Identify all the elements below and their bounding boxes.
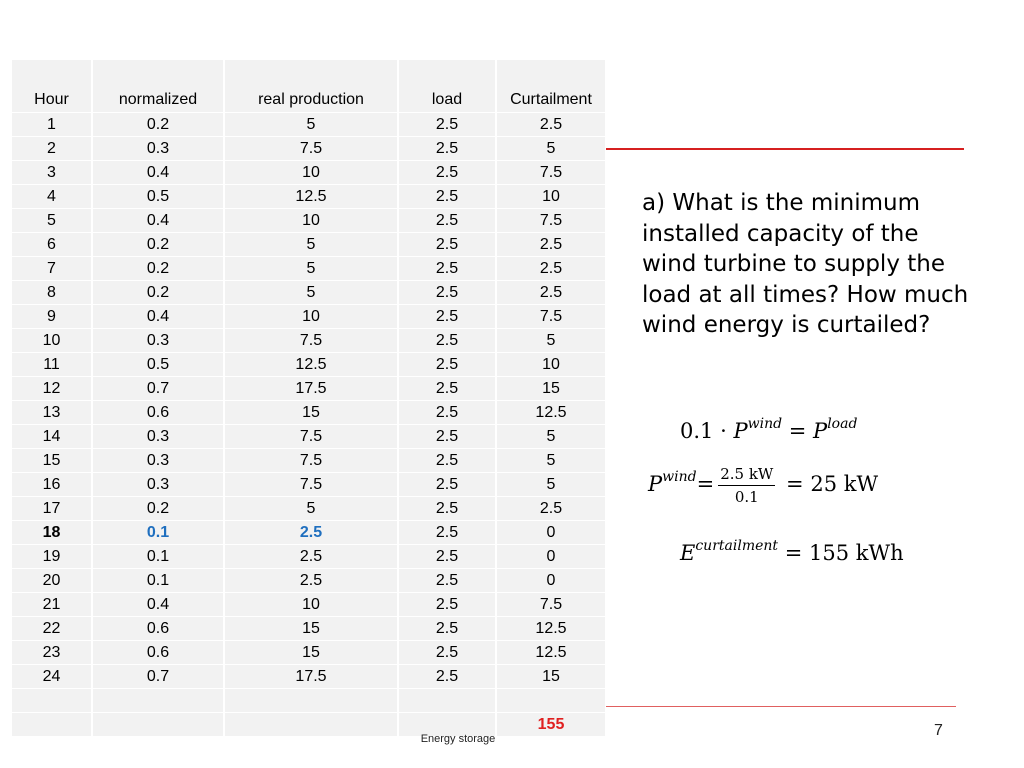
cell-normalized: 0.6	[92, 401, 224, 425]
cell-real-production: 5	[224, 233, 398, 257]
eq2-equals-2: =	[786, 472, 804, 496]
cell-real-production: 15	[224, 617, 398, 641]
cell-hour: 9	[12, 305, 92, 329]
question-text: a) What is the minimum installed capacity of the wind turbine to supply the load at all times? How much wind energy is curtailed?	[642, 190, 969, 338]
cell-real-production: 7.5	[224, 473, 398, 497]
cell-hour: 4	[12, 185, 92, 209]
cell-hour: 16	[12, 473, 92, 497]
cell-curtailment: 2.5	[496, 257, 606, 281]
cell-load: 2.5	[398, 665, 496, 689]
table-row	[12, 185, 606, 209]
cell-hour: 17	[12, 497, 92, 521]
cell-curtailment: 7.5	[496, 593, 606, 617]
cell-normalized: 0.6	[92, 641, 224, 665]
cell-normalized: 0.2	[92, 281, 224, 305]
cell-real-production: 10	[224, 593, 398, 617]
cell-load: 2.5	[398, 473, 496, 497]
cell-real-production: 12.5	[224, 353, 398, 377]
cell-curtailment: 5	[496, 449, 606, 473]
cell-hour: 3	[12, 161, 92, 185]
cell-real-production: 17.5	[224, 665, 398, 689]
cell-hour: 23	[12, 641, 92, 665]
cell-curtailment: 5	[496, 473, 606, 497]
cell-hour: 12	[12, 377, 92, 401]
cell-normalized: 0.3	[92, 137, 224, 161]
cell-curtailment: 5	[496, 329, 606, 353]
cell-hour: 10	[12, 329, 92, 353]
cell-curtailment: 10	[496, 185, 606, 209]
cell-hour: 14	[12, 425, 92, 449]
cell-hour: 20	[12, 569, 92, 593]
cell-load: 2.5	[398, 425, 496, 449]
cell-curtailment: 7.5	[496, 209, 606, 233]
cell-curtailment: 12.5	[496, 617, 606, 641]
cell-curtailment: 12.5	[496, 401, 606, 425]
cell-load: 2.5	[398, 401, 496, 425]
cell-curtailment: 2.5	[496, 281, 606, 305]
footer-title: Energy storage	[420, 733, 496, 745]
cell-normalized: 0.4	[92, 209, 224, 233]
equation-load-balance	[680, 416, 857, 443]
blank-cell	[496, 689, 606, 713]
cell-hour: 2	[12, 137, 92, 161]
eq1-dot: ·	[720, 419, 727, 443]
table-row	[12, 425, 606, 449]
table-blank-row	[12, 689, 606, 713]
cell-hour: 22	[12, 617, 92, 641]
eq1-sup-load: load	[827, 416, 858, 432]
cell-hour: 19	[12, 545, 92, 569]
cell-normalized: 0.7	[92, 377, 224, 401]
cell-load: 2.5	[398, 593, 496, 617]
cell-load: 2.5	[398, 161, 496, 185]
cell-real-production: 2.5	[224, 545, 398, 569]
cell-load: 2.5	[398, 617, 496, 641]
table-row	[12, 497, 606, 521]
cell-hour: 21	[12, 593, 92, 617]
cell-normalized: 0.3	[92, 449, 224, 473]
cell-curtailment: 5	[496, 137, 606, 161]
cell-load: 2.5	[398, 113, 496, 137]
table-header-row	[12, 60, 606, 113]
cell-real-production: 12.5	[224, 185, 398, 209]
cell-normalized: 0.5	[92, 185, 224, 209]
cell-normalized: 0.6	[92, 617, 224, 641]
cell-load: 2.5	[398, 377, 496, 401]
table-row	[12, 353, 606, 377]
cell-curtailment: 10	[496, 353, 606, 377]
header-hour: Hour	[12, 60, 92, 113]
cell-real-production: 7.5	[224, 425, 398, 449]
table-row	[12, 665, 606, 689]
blank-cell	[12, 689, 92, 713]
cell-real-production: 5	[224, 113, 398, 137]
cell-curtailment: 0	[496, 569, 606, 593]
table-row	[12, 401, 606, 425]
cell-load: 2.5	[398, 185, 496, 209]
cell-hour: 1	[12, 113, 92, 137]
cell-hour: 18	[12, 521, 92, 545]
cell-real-production: 15	[224, 641, 398, 665]
cell-load: 2.5	[398, 641, 496, 665]
cell-real-production: 10	[224, 305, 398, 329]
equation-capacity	[648, 465, 878, 506]
table-row	[12, 377, 606, 401]
cell-load: 2.5	[398, 137, 496, 161]
cell-real-production: 10	[224, 209, 398, 233]
cell-hour: 24	[12, 665, 92, 689]
cell-normalized: 0.7	[92, 665, 224, 689]
cell-curtailment: 7.5	[496, 305, 606, 329]
table-row	[12, 473, 606, 497]
cell-curtailment: 0	[496, 521, 606, 545]
eq2-sup: wind	[662, 469, 697, 485]
cell-load: 2.5	[398, 281, 496, 305]
cell-load: 2.5	[398, 209, 496, 233]
table-row	[12, 281, 606, 305]
eq2-denominator: 0.1	[734, 488, 759, 506]
page-number: 7	[934, 722, 943, 739]
table-row	[12, 545, 606, 569]
eq1-sup-wind: wind	[747, 416, 783, 432]
table-row	[12, 329, 606, 353]
eq3-e: E	[680, 541, 696, 565]
red-divider-bottom	[606, 706, 956, 707]
header-curtailment: Curtailment	[496, 60, 606, 113]
cell-normalized: 0.1	[92, 545, 224, 569]
cell-normalized: 0.2	[92, 497, 224, 521]
header-normalized: normalized	[92, 60, 224, 113]
table-row	[12, 233, 606, 257]
cell-load: 2.5	[398, 545, 496, 569]
cell-real-production: 17.5	[224, 377, 398, 401]
table-row	[12, 569, 606, 593]
cell-real-production: 7.5	[224, 329, 398, 353]
cell-real-production: 10	[224, 161, 398, 185]
cell-normalized: 0.3	[92, 473, 224, 497]
cell-normalized: 0.4	[92, 305, 224, 329]
cell-curtailment: 5	[496, 425, 606, 449]
cell-load: 2.5	[398, 353, 496, 377]
cell-load: 2.5	[398, 305, 496, 329]
eq2-result: 25 kW	[810, 472, 879, 496]
blank-cell	[92, 689, 224, 713]
eq1-coefficient: 0.1	[680, 419, 714, 443]
cell-real-production: 2.5	[224, 569, 398, 593]
cell-real-production: 5	[224, 497, 398, 521]
cell-load: 2.5	[398, 329, 496, 353]
eq1-p-load: P	[813, 419, 828, 443]
table-row	[12, 113, 606, 137]
cell-load: 2.5	[398, 497, 496, 521]
header-load: load	[398, 60, 496, 113]
cell-load: 2.5	[398, 449, 496, 473]
cell-hour: 13	[12, 401, 92, 425]
cell-real-production: 15	[224, 401, 398, 425]
cell-hour: 7	[12, 257, 92, 281]
cell-hour: 6	[12, 233, 92, 257]
table-row	[12, 209, 606, 233]
cell-curtailment: 15	[496, 377, 606, 401]
cell-curtailment: 15	[496, 665, 606, 689]
cell-curtailment: 0	[496, 545, 606, 569]
table-row	[12, 257, 606, 281]
cell-real-production: 5	[224, 257, 398, 281]
cell-normalized: 0.4	[92, 161, 224, 185]
cell-load: 2.5	[398, 569, 496, 593]
header-real-production: real production	[224, 60, 398, 113]
cell-normalized: 0.1	[92, 569, 224, 593]
eq2-p: P	[648, 472, 663, 496]
cell-normalized: 0.2	[92, 113, 224, 137]
cell-normalized: 0.2	[92, 257, 224, 281]
data-table-container	[12, 60, 606, 733]
eq1-equals: =	[788, 419, 807, 443]
eq2-equals: =	[696, 472, 715, 496]
cell-real-production: 5	[224, 281, 398, 305]
cell-hour: 5	[12, 209, 92, 233]
cell-curtailment: 2.5	[496, 113, 606, 137]
table-row	[12, 161, 606, 185]
cell-normalized: 0.4	[92, 593, 224, 617]
data-table	[12, 60, 607, 737]
table-row	[12, 137, 606, 161]
cell-hour: 8	[12, 281, 92, 305]
table-row	[12, 521, 606, 545]
table-row	[12, 593, 606, 617]
table-row	[12, 617, 606, 641]
cell-normalized: 0.5	[92, 353, 224, 377]
eq2-fraction	[718, 465, 775, 506]
cell-normalized: 0.1	[92, 521, 224, 545]
cell-normalized: 0.3	[92, 425, 224, 449]
cell-curtailment: 7.5	[496, 161, 606, 185]
eq3-result: 155 kWh	[809, 541, 904, 565]
eq1-p-wind: P	[733, 419, 748, 443]
blank-cell	[398, 689, 496, 713]
cell-real-production: 2.5	[224, 521, 398, 545]
cell-real-production: 7.5	[224, 449, 398, 473]
red-divider-top	[606, 148, 964, 150]
cell-normalized: 0.3	[92, 329, 224, 353]
cell-curtailment: 2.5	[496, 233, 606, 257]
cell-load: 2.5	[398, 257, 496, 281]
table-row	[12, 449, 606, 473]
cell-load: 2.5	[398, 521, 496, 545]
cell-curtailment: 2.5	[496, 497, 606, 521]
cell-real-production: 7.5	[224, 137, 398, 161]
blank-cell	[224, 689, 398, 713]
eq3-sup: curtailment	[695, 538, 779, 554]
equation-curtailment	[680, 538, 904, 565]
table-row	[12, 305, 606, 329]
total-curtailment: 155	[496, 713, 606, 737]
eq2-numerator: 2.5 kW	[718, 465, 775, 486]
eq3-equals: =	[784, 541, 803, 565]
cell-hour: 11	[12, 353, 92, 377]
cell-normalized: 0.2	[92, 233, 224, 257]
table-row	[12, 641, 606, 665]
cell-curtailment: 12.5	[496, 641, 606, 665]
cell-hour: 15	[12, 449, 92, 473]
cell-load: 2.5	[398, 233, 496, 257]
